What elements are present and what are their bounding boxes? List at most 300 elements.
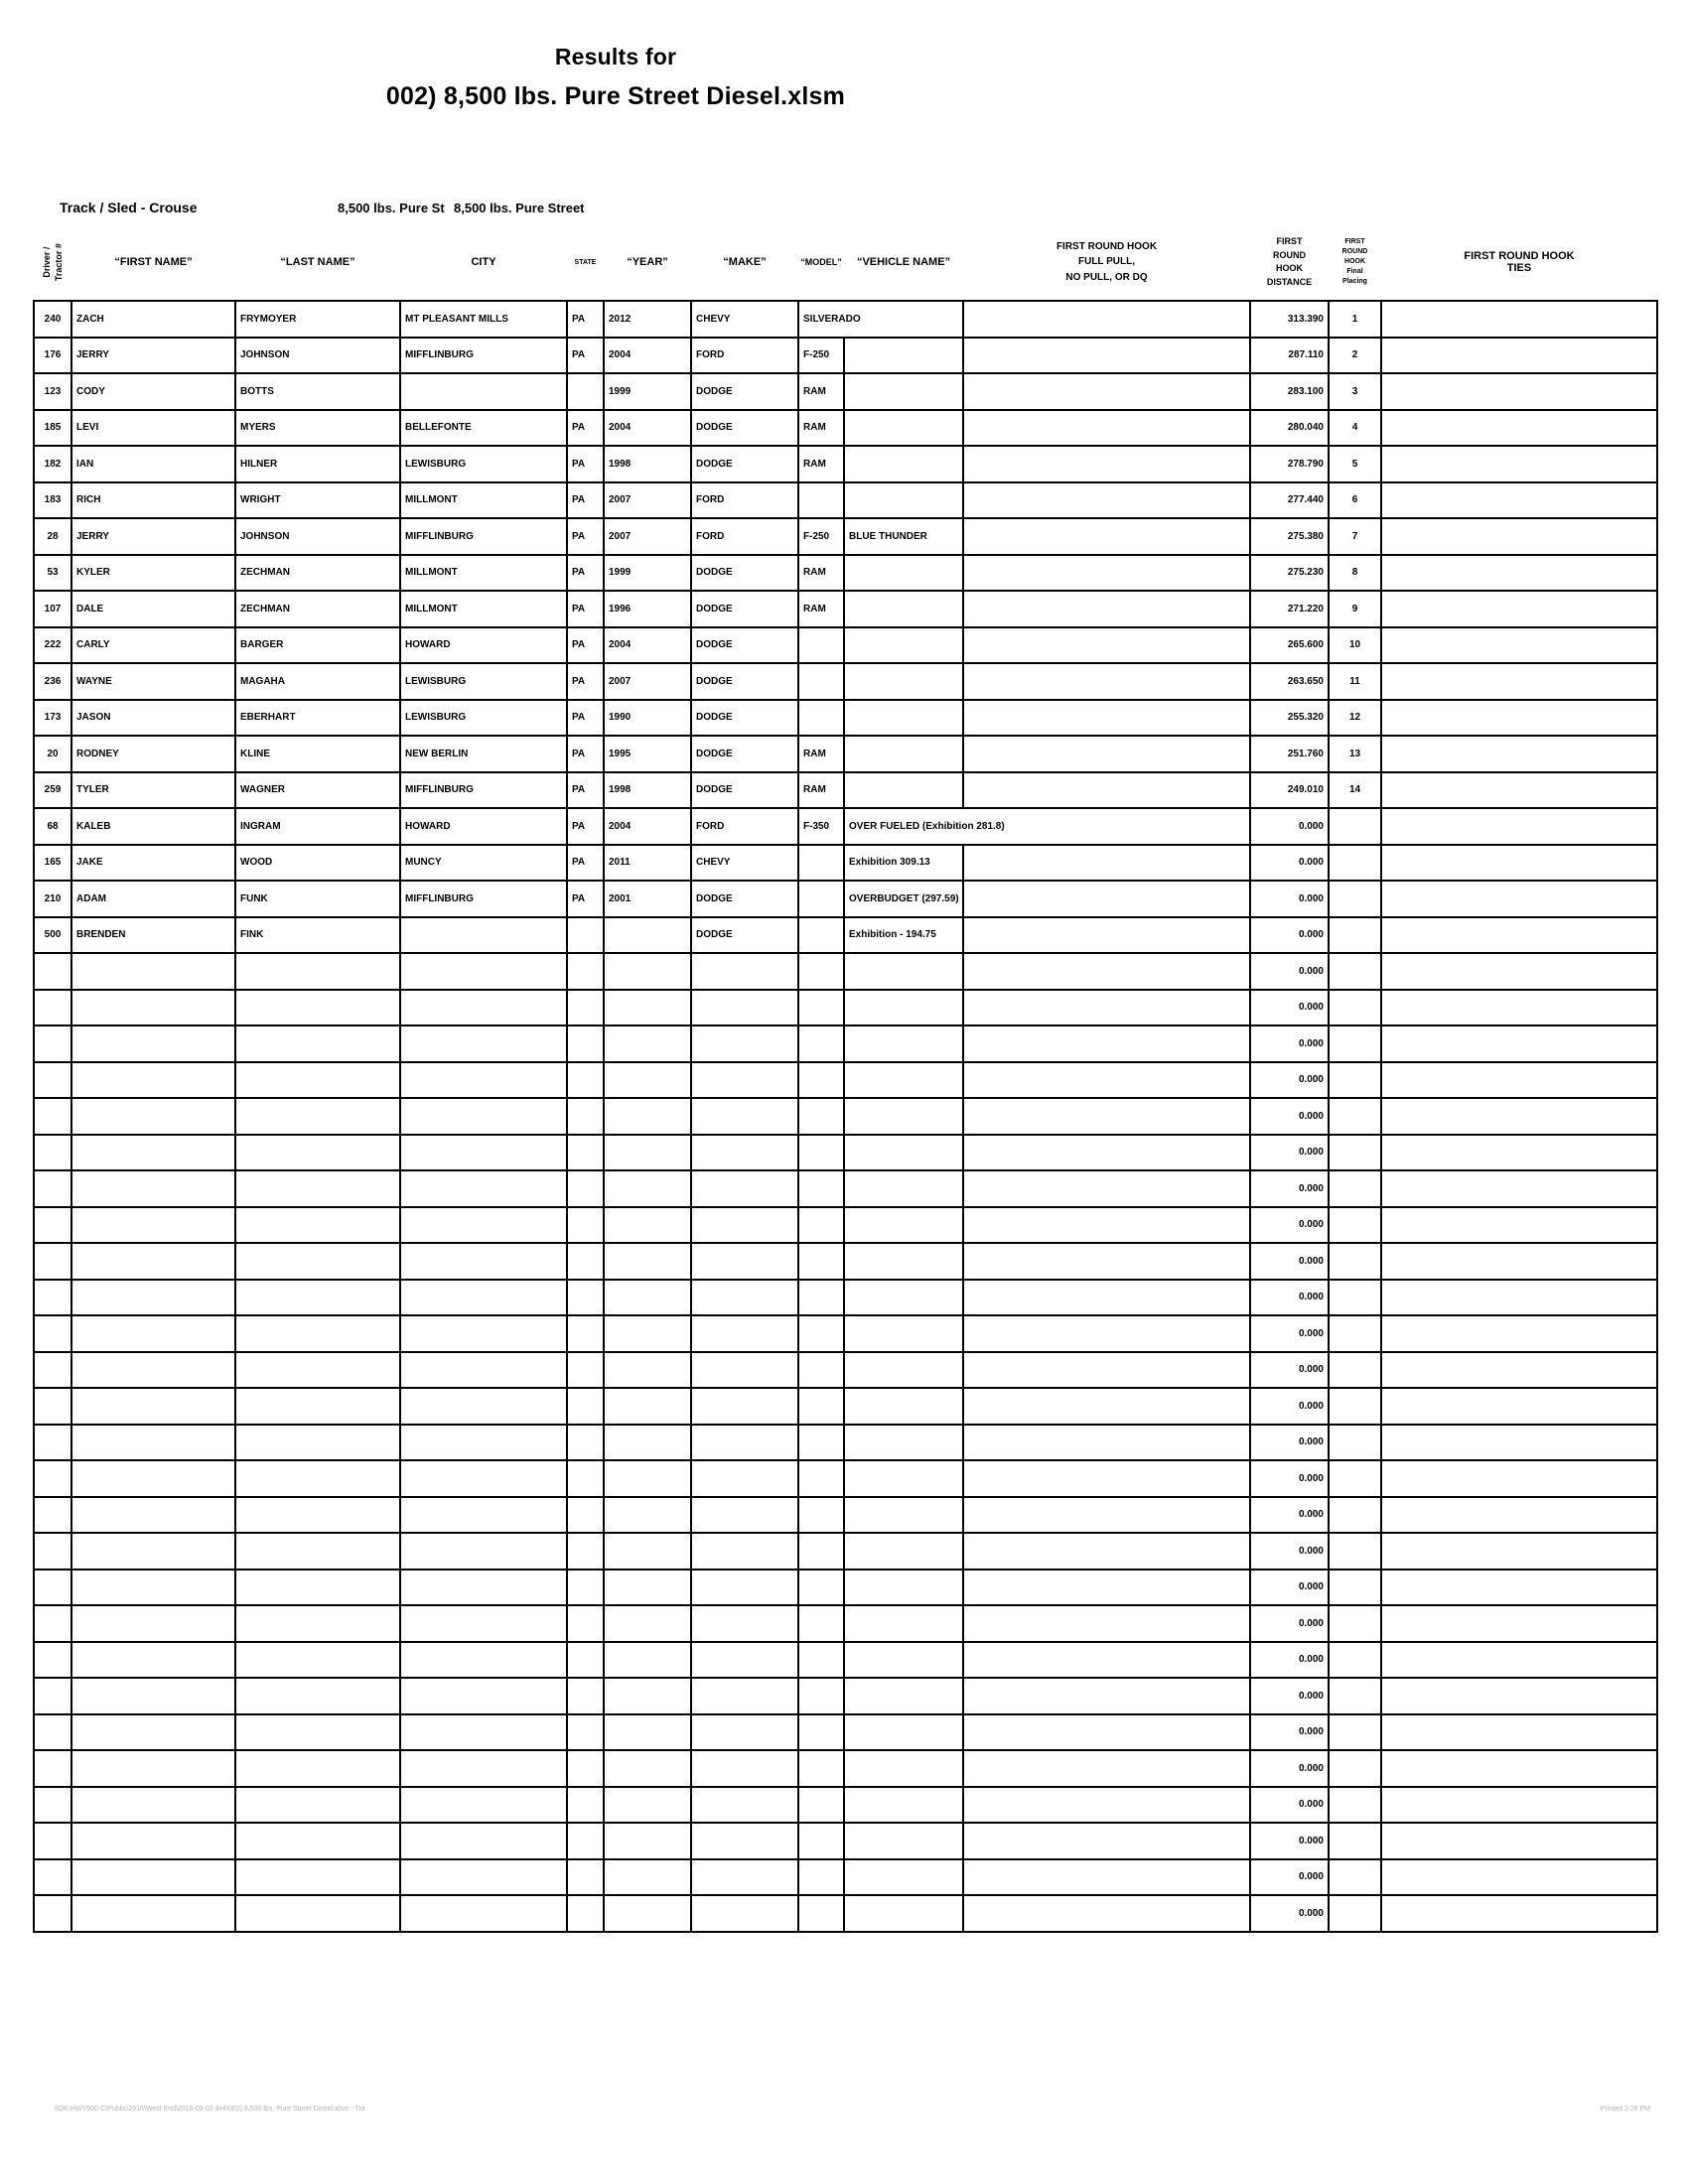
- make-cell: [691, 990, 798, 1026]
- full-pull-cell: [963, 1025, 1250, 1062]
- first-name-cell: [71, 1787, 235, 1824]
- vehicle-name-cell: [844, 700, 963, 737]
- model-cell: [798, 1750, 844, 1787]
- full-pull-cell: [963, 1425, 1250, 1461]
- driver-number-cell: 20: [34, 736, 71, 772]
- year-cell: [604, 1570, 691, 1606]
- driver-number-cell: 165: [34, 845, 71, 882]
- ties-cell: [1381, 591, 1657, 627]
- table-row: [34, 301, 1657, 338]
- city-cell: NEW BERLIN: [400, 736, 567, 772]
- make-cell: DODGE: [691, 373, 798, 410]
- vehicle-name-cell: [844, 482, 963, 519]
- placing-cell: [1329, 1460, 1381, 1497]
- driver-number-cell: [34, 1678, 71, 1714]
- distance-cell: 0.000: [1250, 881, 1329, 917]
- driver-header-line2: Tractor #: [54, 242, 64, 282]
- table-row: [34, 518, 1657, 555]
- year-cell: [604, 1425, 691, 1461]
- year-cell: 1998: [604, 772, 691, 809]
- results-table-body: [34, 301, 1657, 1932]
- city-cell: [400, 1605, 567, 1642]
- state-cell: [567, 1460, 604, 1497]
- model-cell: F-250: [798, 338, 844, 374]
- empty-table-row: [34, 1388, 1657, 1425]
- model-cell: [798, 990, 844, 1026]
- driver-number-cell: [34, 1280, 71, 1316]
- model-cell: [798, 1243, 844, 1280]
- track-sled-label: Track / Sled - Crouse: [60, 200, 198, 215]
- full-pull-cell: [963, 1605, 1250, 1642]
- placing-cell: [1329, 1895, 1381, 1932]
- last-name-column-header: “LAST NAME”: [280, 256, 355, 268]
- driver-number-cell: 182: [34, 446, 71, 482]
- driver-number-cell: 53: [34, 555, 71, 592]
- driver-number-cell: 183: [34, 482, 71, 519]
- full-pull-cell: [963, 1460, 1250, 1497]
- state-column-header: STATE: [574, 258, 597, 266]
- driver-number-cell: 173: [34, 700, 71, 737]
- distance-cell: 0.000: [1250, 1460, 1329, 1497]
- vehicle-name-cell: [844, 1315, 963, 1352]
- city-cell: [400, 1570, 567, 1606]
- placing-cell: [1329, 953, 1381, 990]
- first-name-cell: KALEB: [71, 808, 235, 845]
- city-cell: HOWARD: [400, 808, 567, 845]
- city-cell: LEWISBURG: [400, 700, 567, 737]
- state-cell: PA: [567, 446, 604, 482]
- empty-table-row: [34, 953, 1657, 990]
- placing-cell: 7: [1329, 518, 1381, 555]
- table-row: [34, 627, 1657, 664]
- first-name-cell: [71, 1388, 235, 1425]
- driver-number-cell: 259: [34, 772, 71, 809]
- vehicle-name-cell: [844, 1642, 963, 1679]
- placing-cell: [1329, 881, 1381, 917]
- ties-cell: [1381, 1823, 1657, 1859]
- placing-cell: [1329, 917, 1381, 954]
- table-row: [34, 772, 1657, 809]
- distance-header-line3: HOOK: [1276, 263, 1303, 273]
- ties-cell: [1381, 338, 1657, 374]
- last-name-cell: WRIGHT: [235, 482, 400, 519]
- last-name-cell: JOHNSON: [235, 338, 400, 374]
- first-name-cell: [71, 1098, 235, 1135]
- first-name-cell: CARLY: [71, 627, 235, 664]
- full-pull-cell: [963, 373, 1250, 410]
- model-cell: [798, 1170, 844, 1207]
- full-pull-cell: [963, 518, 1250, 555]
- driver-number-cell: [34, 1895, 71, 1932]
- empty-table-row: [34, 1823, 1657, 1859]
- last-name-cell: [235, 1859, 400, 1896]
- table-row: [34, 555, 1657, 592]
- driver-number-cell: 500: [34, 917, 71, 954]
- make-cell: [691, 1025, 798, 1062]
- distance-cell: 283.100: [1250, 373, 1329, 410]
- year-cell: [604, 1750, 691, 1787]
- table-row: [34, 881, 1657, 917]
- distance-cell: 0.000: [1250, 1895, 1329, 1932]
- ties-cell: [1381, 808, 1657, 845]
- title-line1: Results for: [554, 44, 677, 69]
- placing-cell: [1329, 1062, 1381, 1099]
- model-cell: F-250: [798, 518, 844, 555]
- distance-cell: 0.000: [1250, 1678, 1329, 1714]
- driver-number-cell: [34, 1388, 71, 1425]
- year-cell: 1990: [604, 700, 691, 737]
- city-cell: [400, 1207, 567, 1244]
- vehicle-name-cell: [844, 1570, 963, 1606]
- distance-cell: 0.000: [1250, 990, 1329, 1026]
- year-cell: 1998: [604, 446, 691, 482]
- driver-number-cell: [34, 1497, 71, 1534]
- distance-cell: 313.390: [1250, 301, 1329, 338]
- full-pull-column-header: [963, 224, 1250, 301]
- full-pull-cell: [963, 953, 1250, 990]
- distance-cell: 0.000: [1250, 1425, 1329, 1461]
- state-cell: [567, 990, 604, 1026]
- first-name-cell: [71, 1750, 235, 1787]
- placing-header-line2: ROUND: [1341, 247, 1368, 255]
- year-cell: [604, 1497, 691, 1534]
- last-name-cell: [235, 1170, 400, 1207]
- first-name-cell: [71, 1605, 235, 1642]
- placing-cell: 5: [1329, 446, 1381, 482]
- last-name-cell: [235, 1642, 400, 1679]
- driver-number-cell: [34, 1243, 71, 1280]
- state-cell: [567, 1315, 604, 1352]
- city-cell: [400, 1642, 567, 1679]
- driver-number-cell: [34, 1352, 71, 1389]
- last-name-cell: BARGER: [235, 627, 400, 664]
- city-cell: HOWARD: [400, 627, 567, 664]
- vehicle-name-cell: [844, 1750, 963, 1787]
- placing-cell: 6: [1329, 482, 1381, 519]
- empty-table-row: [34, 1750, 1657, 1787]
- distance-cell: 249.010: [1250, 772, 1329, 809]
- driver-header-line1: Driver /: [41, 246, 52, 278]
- model-cell: [798, 1533, 844, 1570]
- placing-cell: [1329, 1533, 1381, 1570]
- placing-cell: [1329, 1207, 1381, 1244]
- last-name-cell: FUNK: [235, 881, 400, 917]
- state-cell: PA: [567, 591, 604, 627]
- state-cell: [567, 1895, 604, 1932]
- driver-number-cell: [34, 1025, 71, 1062]
- empty-table-row: [34, 1315, 1657, 1352]
- full-pull-cell: [963, 845, 1250, 882]
- first-name-cell: WAYNE: [71, 663, 235, 700]
- distance-cell: 0.000: [1250, 845, 1329, 882]
- last-name-cell: BOTTS: [235, 373, 400, 410]
- model-cell: SILVERADO: [798, 301, 963, 338]
- placing-cell: [1329, 1497, 1381, 1534]
- state-cell: [567, 917, 604, 954]
- state-cell: PA: [567, 627, 604, 664]
- year-cell: 1996: [604, 591, 691, 627]
- first-name-cell: [71, 1895, 235, 1932]
- year-cell: [604, 1859, 691, 1896]
- placing-cell: 8: [1329, 555, 1381, 592]
- city-cell: LEWISBURG: [400, 446, 567, 482]
- title-line2: 002) 8,500 lbs. Pure Street Diesel.xlsm: [385, 82, 846, 110]
- last-name-cell: WAGNER: [235, 772, 400, 809]
- model-cell: RAM: [798, 772, 844, 809]
- placing-cell: [1329, 1859, 1381, 1896]
- driver-number-cell: 236: [34, 663, 71, 700]
- model-cell: RAM: [798, 555, 844, 592]
- driver-number-cell: [34, 1425, 71, 1461]
- ties-cell: [1381, 917, 1657, 954]
- driver-number-cell: [34, 1460, 71, 1497]
- first-name-cell: [71, 1170, 235, 1207]
- vehicle-name-cell: [844, 1243, 963, 1280]
- driver-number-cell: [34, 1605, 71, 1642]
- distance-cell: 0.000: [1250, 1170, 1329, 1207]
- last-name-cell: [235, 1570, 400, 1606]
- make-cell: DODGE: [691, 772, 798, 809]
- distance-cell: 0.000: [1250, 808, 1329, 845]
- first-name-cell: [71, 1425, 235, 1461]
- state-cell: [567, 1497, 604, 1534]
- make-cell: [691, 1425, 798, 1461]
- placing-cell: 2: [1329, 338, 1381, 374]
- last-name-cell: [235, 1243, 400, 1280]
- model-cell: [798, 1315, 844, 1352]
- full-pull-cell: [963, 301, 1250, 338]
- empty-table-row: [34, 1642, 1657, 1679]
- placing-cell: 12: [1329, 700, 1381, 737]
- year-cell: [604, 1605, 691, 1642]
- table-row: [34, 845, 1657, 882]
- model-cell: [798, 1605, 844, 1642]
- vehicle-name-cell: [844, 953, 963, 990]
- driver-number-cell: [34, 1062, 71, 1099]
- city-cell: [400, 1062, 567, 1099]
- model-cell: [798, 1823, 844, 1859]
- state-cell: [567, 1425, 604, 1461]
- driver-number-cell: [34, 953, 71, 990]
- make-cell: [691, 1497, 798, 1534]
- state-cell: PA: [567, 700, 604, 737]
- model-column-header: “MODEL”: [800, 257, 842, 267]
- state-cell: PA: [567, 338, 604, 374]
- year-cell: [604, 1135, 691, 1171]
- distance-column-header: [1250, 224, 1329, 301]
- state-cell: [567, 373, 604, 410]
- first-name-cell: [71, 1062, 235, 1099]
- year-cell: [604, 1352, 691, 1389]
- state-cell: [567, 1787, 604, 1824]
- ties-cell: [1381, 1570, 1657, 1606]
- last-name-cell: MAGAHA: [235, 663, 400, 700]
- city-cell: [400, 1823, 567, 1859]
- distance-cell: 271.220: [1250, 591, 1329, 627]
- last-name-cell: [235, 1315, 400, 1352]
- city-cell: LEWISBURG: [400, 663, 567, 700]
- full-pull-cell: [963, 1787, 1250, 1824]
- full-pull-cell: [963, 1207, 1250, 1244]
- vehicle-name-cell: [844, 1025, 963, 1062]
- year-cell: [604, 953, 691, 990]
- placing-cell: 1: [1329, 301, 1381, 338]
- last-name-cell: [235, 1823, 400, 1859]
- distance-cell: 0.000: [1250, 1280, 1329, 1316]
- state-cell: PA: [567, 555, 604, 592]
- state-cell: [567, 1388, 604, 1425]
- model-cell: [798, 1895, 844, 1932]
- table-row: [34, 446, 1657, 482]
- distance-header-line4: DISTANCE: [1266, 276, 1313, 287]
- empty-table-row: [34, 1605, 1657, 1642]
- model-cell: [798, 1859, 844, 1896]
- first-name-cell: JAKE: [71, 845, 235, 882]
- state-cell: PA: [567, 482, 604, 519]
- last-name-cell: [235, 1062, 400, 1099]
- ties-cell: [1381, 1533, 1657, 1570]
- empty-table-row: [34, 1787, 1657, 1824]
- distance-cell: 0.000: [1250, 1315, 1329, 1352]
- ties-cell: [1381, 1388, 1657, 1425]
- last-name-cell: EBERHART: [235, 700, 400, 737]
- placing-cell: [1329, 1823, 1381, 1859]
- make-cell: [691, 1895, 798, 1932]
- ties-column-header: [1381, 224, 1657, 301]
- year-cell: [604, 1098, 691, 1135]
- model-cell: [798, 1388, 844, 1425]
- city-cell: [400, 917, 567, 954]
- city-cell: [400, 1170, 567, 1207]
- vehicle-name-cell: Exhibition - 194.75: [844, 917, 963, 954]
- placing-header-line3: HOOK: [1344, 257, 1365, 265]
- city-cell: MIFFLINBURG: [400, 518, 567, 555]
- year-cell: [604, 1170, 691, 1207]
- ties-cell: [1381, 1605, 1657, 1642]
- make-cell: [691, 1135, 798, 1171]
- ties-cell: [1381, 482, 1657, 519]
- driver-number-cell: [34, 990, 71, 1026]
- placing-cell: 9: [1329, 591, 1381, 627]
- make-cell: [691, 1207, 798, 1244]
- distance-cell: 255.320: [1250, 700, 1329, 737]
- distance-cell: 0.000: [1250, 1243, 1329, 1280]
- model-cell: [798, 881, 844, 917]
- year-cell: [604, 1642, 691, 1679]
- state-cell: PA: [567, 301, 604, 338]
- distance-cell: 263.650: [1250, 663, 1329, 700]
- placing-cell: [1329, 990, 1381, 1026]
- first-name-cell: [71, 1280, 235, 1316]
- ties-cell: [1381, 1025, 1657, 1062]
- placing-column-header: [1329, 224, 1381, 301]
- year-cell: [604, 990, 691, 1026]
- make-cell: DODGE: [691, 881, 798, 917]
- empty-table-row: [34, 1025, 1657, 1062]
- last-name-cell: MYERS: [235, 410, 400, 447]
- full-pull-cell: [963, 482, 1250, 519]
- ties-cell: [1381, 1352, 1657, 1389]
- full-pull-cell: [963, 990, 1250, 1026]
- distance-cell: 277.440: [1250, 482, 1329, 519]
- state-cell: [567, 1823, 604, 1859]
- city-cell: [400, 1497, 567, 1534]
- year-cell: [604, 1678, 691, 1714]
- empty-table-row: [34, 1570, 1657, 1606]
- distance-cell: 0.000: [1250, 1352, 1329, 1389]
- distance-cell: 0.000: [1250, 917, 1329, 954]
- make-cell: [691, 1605, 798, 1642]
- last-name-cell: [235, 1787, 400, 1824]
- first-name-cell: [71, 1460, 235, 1497]
- city-cell: [400, 373, 567, 410]
- state-cell: PA: [567, 808, 604, 845]
- results-table: [33, 224, 1658, 1933]
- year-cell: [604, 1025, 691, 1062]
- full-pull-cell: [963, 1533, 1250, 1570]
- distance-cell: 0.000: [1250, 1605, 1329, 1642]
- city-cell: MILLMONT: [400, 591, 567, 627]
- table-row: [34, 808, 1657, 845]
- full-pull-cell: [963, 1243, 1250, 1280]
- make-cell: [691, 1859, 798, 1896]
- class-name-full: 8,500 lbs. Pure Street: [454, 201, 585, 215]
- last-name-cell: [235, 1460, 400, 1497]
- model-cell: [798, 953, 844, 990]
- model-cell: [798, 1280, 844, 1316]
- first-name-cell: [71, 1025, 235, 1062]
- empty-table-row: [34, 1170, 1657, 1207]
- ties-cell: [1381, 1280, 1657, 1316]
- ties-cell: [1381, 410, 1657, 447]
- model-cell: [798, 1642, 844, 1679]
- model-cell: [798, 700, 844, 737]
- driver-number-cell: 68: [34, 808, 71, 845]
- driver-number-cell: [34, 1787, 71, 1824]
- first-name-cell: JERRY: [71, 518, 235, 555]
- state-cell: PA: [567, 881, 604, 917]
- vehicle-name-cell: [844, 990, 963, 1026]
- state-cell: PA: [567, 663, 604, 700]
- first-name-cell: [71, 1315, 235, 1352]
- empty-table-row: [34, 1497, 1657, 1534]
- last-name-cell: ZECHMAN: [235, 591, 400, 627]
- vehicle-name-cell: [844, 1533, 963, 1570]
- empty-table-row: [34, 1207, 1657, 1244]
- driver-number-cell: 107: [34, 591, 71, 627]
- distance-cell: 251.760: [1250, 736, 1329, 772]
- ties-cell: [1381, 1497, 1657, 1534]
- last-name-cell: HILNER: [235, 446, 400, 482]
- ties-cell: [1381, 1859, 1657, 1896]
- city-cell: [400, 1750, 567, 1787]
- year-cell: [604, 1460, 691, 1497]
- last-name-cell: [235, 1280, 400, 1316]
- year-cell: [604, 1280, 691, 1316]
- driver-number-cell: 210: [34, 881, 71, 917]
- driver-number-cell: 28: [34, 518, 71, 555]
- city-cell: [400, 1098, 567, 1135]
- full-pull-cell: [963, 1280, 1250, 1316]
- vehicle-name-cell: [844, 1280, 963, 1316]
- last-name-cell: [235, 953, 400, 990]
- model-cell: [798, 1135, 844, 1171]
- placing-cell: 4: [1329, 410, 1381, 447]
- vehicle-name-cell: [844, 1425, 963, 1461]
- model-cell: [798, 482, 844, 519]
- table-row: [34, 338, 1657, 374]
- year-cell: 2004: [604, 627, 691, 664]
